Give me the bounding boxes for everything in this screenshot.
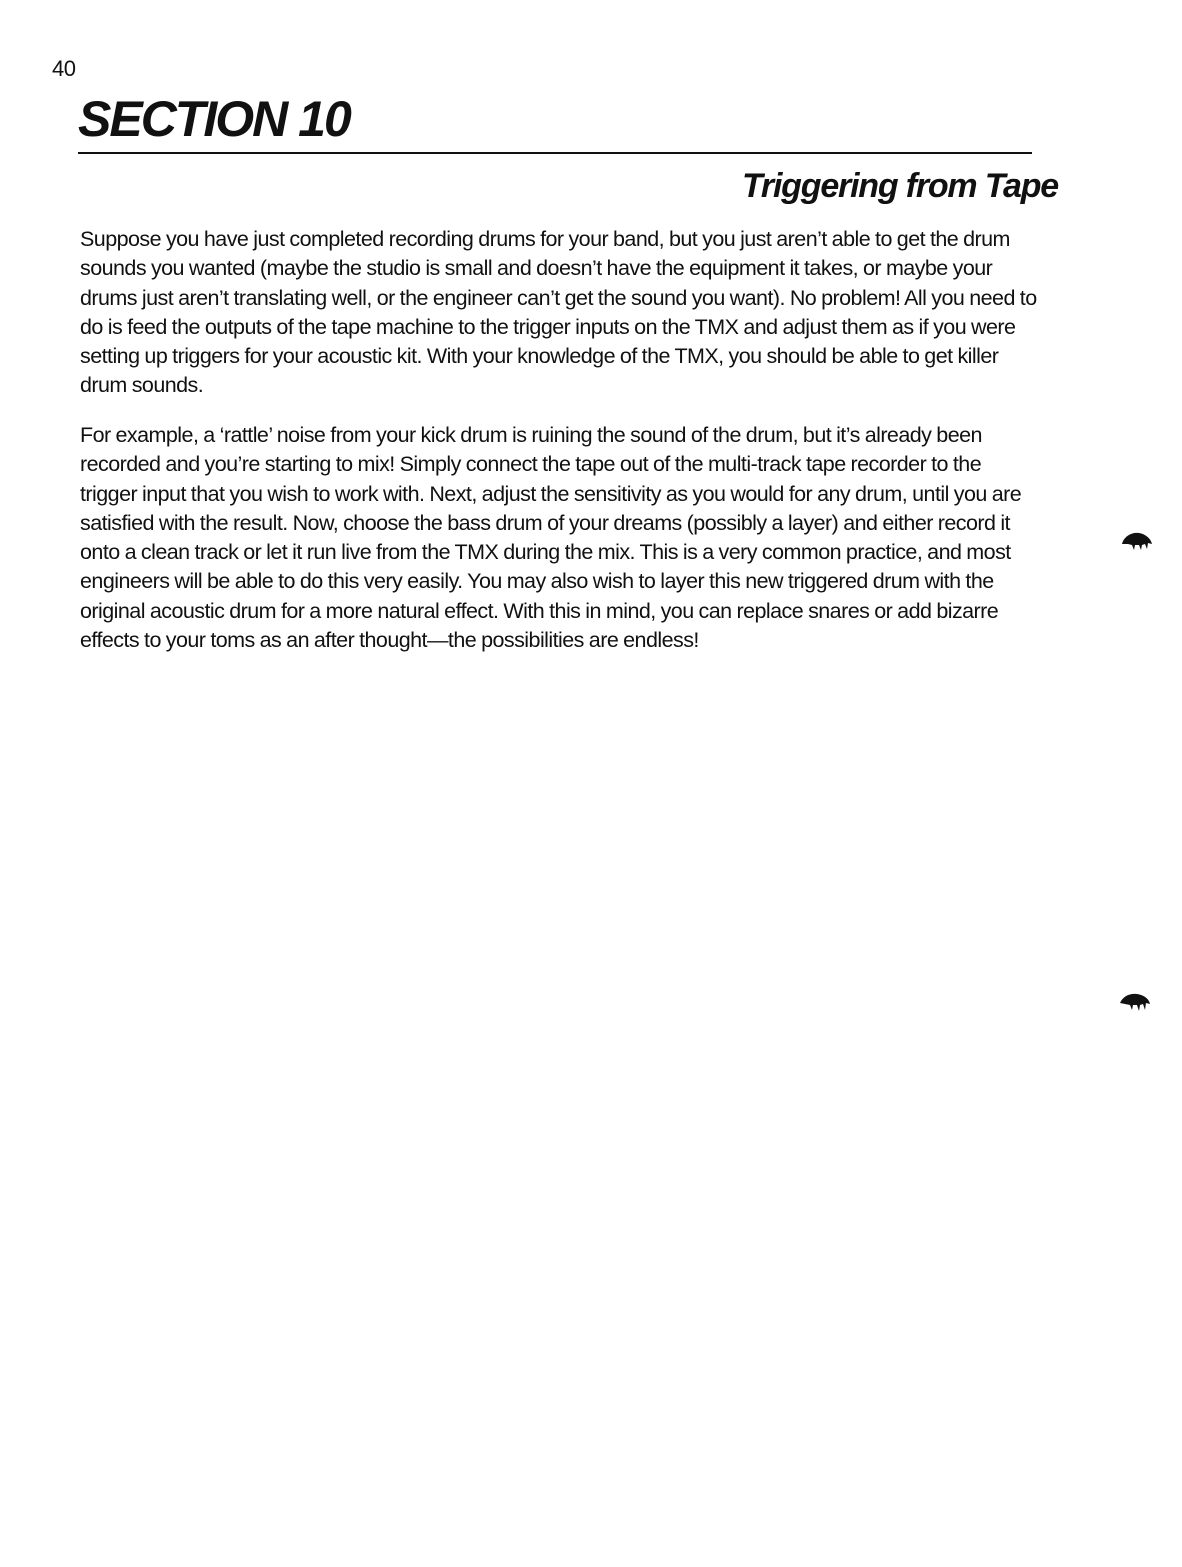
section-title: SECTION 10 bbox=[78, 91, 350, 147]
page-number: 40 bbox=[52, 56, 76, 81]
page-subtitle: Triggering from Tape bbox=[741, 167, 1058, 205]
binder-hole-mark-icon bbox=[1118, 991, 1152, 1013]
binder-hole-mark-icon bbox=[1120, 530, 1154, 552]
body-paragraph: Suppose you have just completed recording drums for your band, but you just aren’t able to get the drum sounds you wanted (maybe the studio is small and doesn’t have the equipment it takes, or maybe your drums just aren’t translating well, or the engineer can’t get the sound you want). No problem! All you need to do is feed the outputs of the tape machine to the trigger inputs on the TMX and adjust them as if you were setting up triggers for your acoustic kit. With your knowledge of the TMX, you should be able to get killer drum sounds. bbox=[80, 227, 1037, 398]
body-paragraph: For example, a ‘rattle’ noise from your kick drum is ruining the sound of the drum, but it’s already been recorded and you’re starting to mix! Simply connect the tape out of the multi-track tape recorder to the trigger input that you wish to work with. Next, adjust the sensitivity as you would for any drum, until you are satisfied with the result. Now, choose the bass drum of your dreams (possibly a layer) and either record it onto a clean track or let it run live from the TMX during the mix. This is a very common practice, and most engineers will be able to do this very easily. You may also wish to layer this new triggered drum with the original acoustic drum for a more natural effect. With this in mind, you can replace snares or add bizarre effects to your toms as an after thought—the possibilities are endless! bbox=[80, 423, 1022, 653]
section-divider bbox=[78, 152, 1032, 154]
